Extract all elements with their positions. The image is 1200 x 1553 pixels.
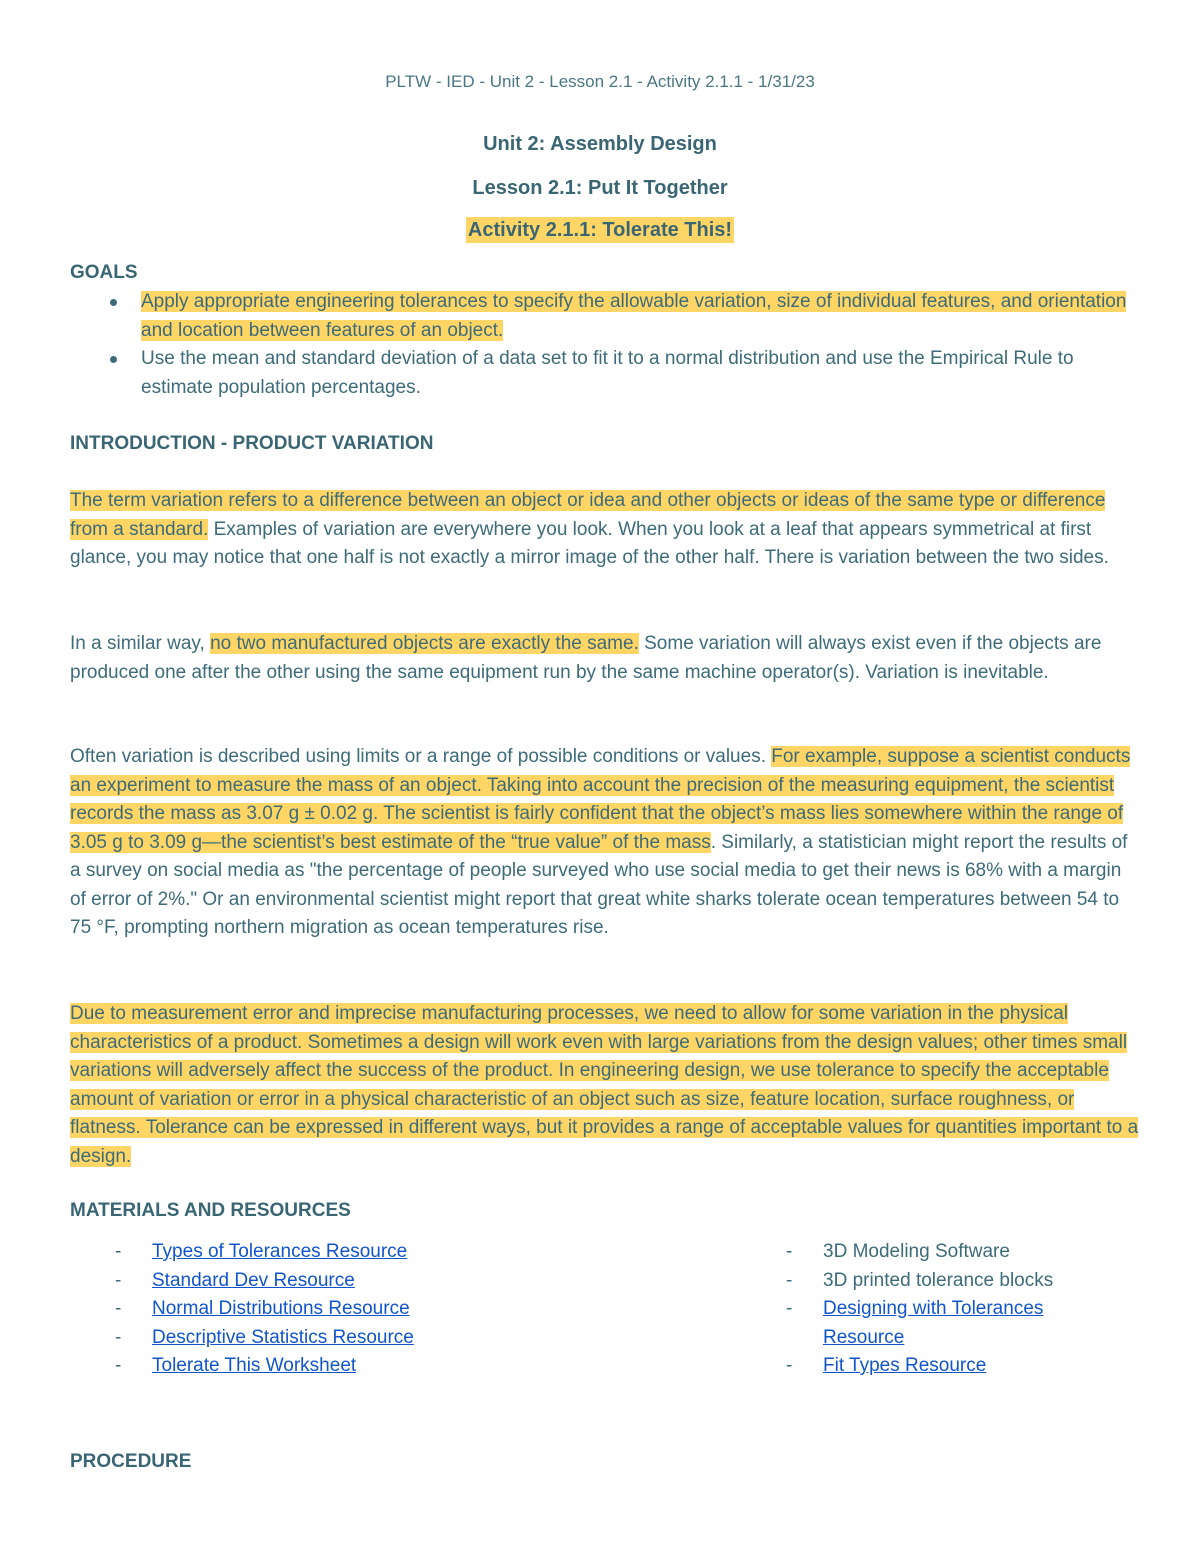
dash-marker: - xyxy=(786,1241,793,1262)
dash-marker: - xyxy=(115,1326,122,1348)
list-item xyxy=(115,1238,715,1267)
dash-marker: - xyxy=(786,1355,793,1376)
list-item xyxy=(115,1267,715,1296)
goals-list xyxy=(70,288,1140,402)
body-text: Some variation will always exist even if the objects are produced one after the other using the same equipment run by the same machine operator(s). Variation is inevitable. xyxy=(70,633,1102,683)
goal-item xyxy=(70,345,1140,402)
intro-paragraph-3 xyxy=(70,743,1140,943)
list-item xyxy=(786,1352,1126,1381)
list-item xyxy=(115,1324,715,1353)
document-header: PLTW - IED - Unit 2 - Lesson 2.1 - Activity 2.1.1 - 1/31/23 xyxy=(385,72,815,91)
dash-marker: - xyxy=(115,1355,122,1376)
dash-marker: - xyxy=(115,1269,122,1291)
material-text: 3D printed tolerance blocks xyxy=(823,1269,1054,1291)
body-text: Examples of variation are everywhere you look. When you look at a leaf that appears symmetrical at first glance, you may notice that one half is not exactly a mirror image of the other half. There is variation between the two sides. xyxy=(70,518,1109,568)
activity-title-text: Activity 2.1.1: Tolerate This! xyxy=(467,219,733,241)
lesson-title: Lesson 2.1: Put It Together xyxy=(472,177,728,199)
dash-marker: - xyxy=(786,1298,793,1319)
procedure-heading: PROCEDURE xyxy=(70,1451,192,1472)
goal-text: Apply appropriate engineering tolerances to specify the allowable variation, size of individual features, and orientation and location between features of an object. xyxy=(141,291,1127,341)
list-item xyxy=(786,1238,1126,1267)
unit-title: Unit 2: Assembly Design xyxy=(483,133,717,155)
highlighted-text: Due to measurement error and imprecise manufacturing processes, we need to allow for some variation in the physical characteristics of a product. Sometimes a design will work even with large variations from the design values; other times small variations will adversely affect the success of the product. In engineering design, we use tolerance to specify the acceptable amount of variation or error in a physical characteristic of an object such as size, feature location, surface roughness, or flatness. Tolerance can be expressed in different ways, but it provides a range of acceptable values for quantities important to a design. xyxy=(70,1003,1139,1167)
materials-heading: MATERIALS AND RESOURCES xyxy=(70,1200,351,1221)
body-text: . Similarly, a statistician might report the results of a survey on social media as "the percentage of people surveyed who use social media to get their news is 68% with a margin of error of 2%." Or an environmental scientist might report that great white sharks tolerate ocean temperatures between 54 to 75 °F, prompting northern migration as ocean temperatures rise. xyxy=(70,831,1128,938)
normal-distributions-link[interactable]: Normal Distributions Resource xyxy=(152,1298,410,1319)
bullet-icon xyxy=(110,356,117,363)
activity-title xyxy=(0,219,1200,242)
intro-paragraph-1 xyxy=(70,487,1140,573)
goals-heading: GOALS xyxy=(70,262,138,283)
types-of-tolerances-link[interactable]: Types of Tolerances Resource xyxy=(152,1241,408,1262)
descriptive-statistics-link[interactable]: Descriptive Statistics Resource xyxy=(152,1326,414,1348)
bullet-icon xyxy=(110,299,117,306)
dash-marker: - xyxy=(115,1241,122,1262)
goal-text: Use the mean and standard deviation of a data set to fit it to a normal distribution and use the Empirical Rule to estimate population percentages. xyxy=(141,348,1074,398)
material-text: 3D Modeling Software xyxy=(823,1241,1010,1262)
materials-list-left xyxy=(115,1238,715,1381)
intro-paragraph-2 xyxy=(70,630,1140,687)
highlighted-text: The term variation refers to a difference between an object or idea and other objects or ideas of the same type or difference from a standard. xyxy=(70,490,1106,540)
goal-item xyxy=(70,288,1140,345)
list-item xyxy=(115,1352,715,1381)
list-item xyxy=(786,1267,1126,1296)
materials-list-right xyxy=(786,1238,1126,1381)
dash-marker: - xyxy=(115,1298,122,1319)
fit-types-link[interactable]: Fit Types Resource xyxy=(823,1355,987,1376)
highlighted-text: For example, suppose a scientist conducts an experiment to measure the mass of an object. Taking into account the precision of the measuring equipment, the scientist records the mass as 3.07 g ± 0.02 g. The scientist is fairly confident that the object’s mass lies somewhere within the range of 3.05 g to 3.09 g—the scientist’s best estimate of the “true value” of the mass xyxy=(70,746,1131,853)
dash-marker: - xyxy=(786,1269,793,1291)
body-text: In a similar way, xyxy=(70,633,211,654)
standard-dev-link[interactable]: Standard Dev Resource xyxy=(152,1269,355,1291)
designing-with-tolerances-link[interactable]: Designing with Tolerances Resource xyxy=(823,1298,1044,1348)
introduction-heading: INTRODUCTION - PRODUCT VARIATION xyxy=(70,433,434,454)
body-text: Often variation is described using limits or a range of possible conditions or values. xyxy=(70,746,772,767)
list-item xyxy=(786,1295,1126,1352)
intro-paragraph-4 xyxy=(70,1000,1140,1171)
highlighted-text: no two manufactured objects are exactly the same. xyxy=(210,633,639,654)
list-item xyxy=(115,1295,715,1324)
tolerate-this-worksheet-link[interactable]: Tolerate This Worksheet xyxy=(152,1355,357,1376)
